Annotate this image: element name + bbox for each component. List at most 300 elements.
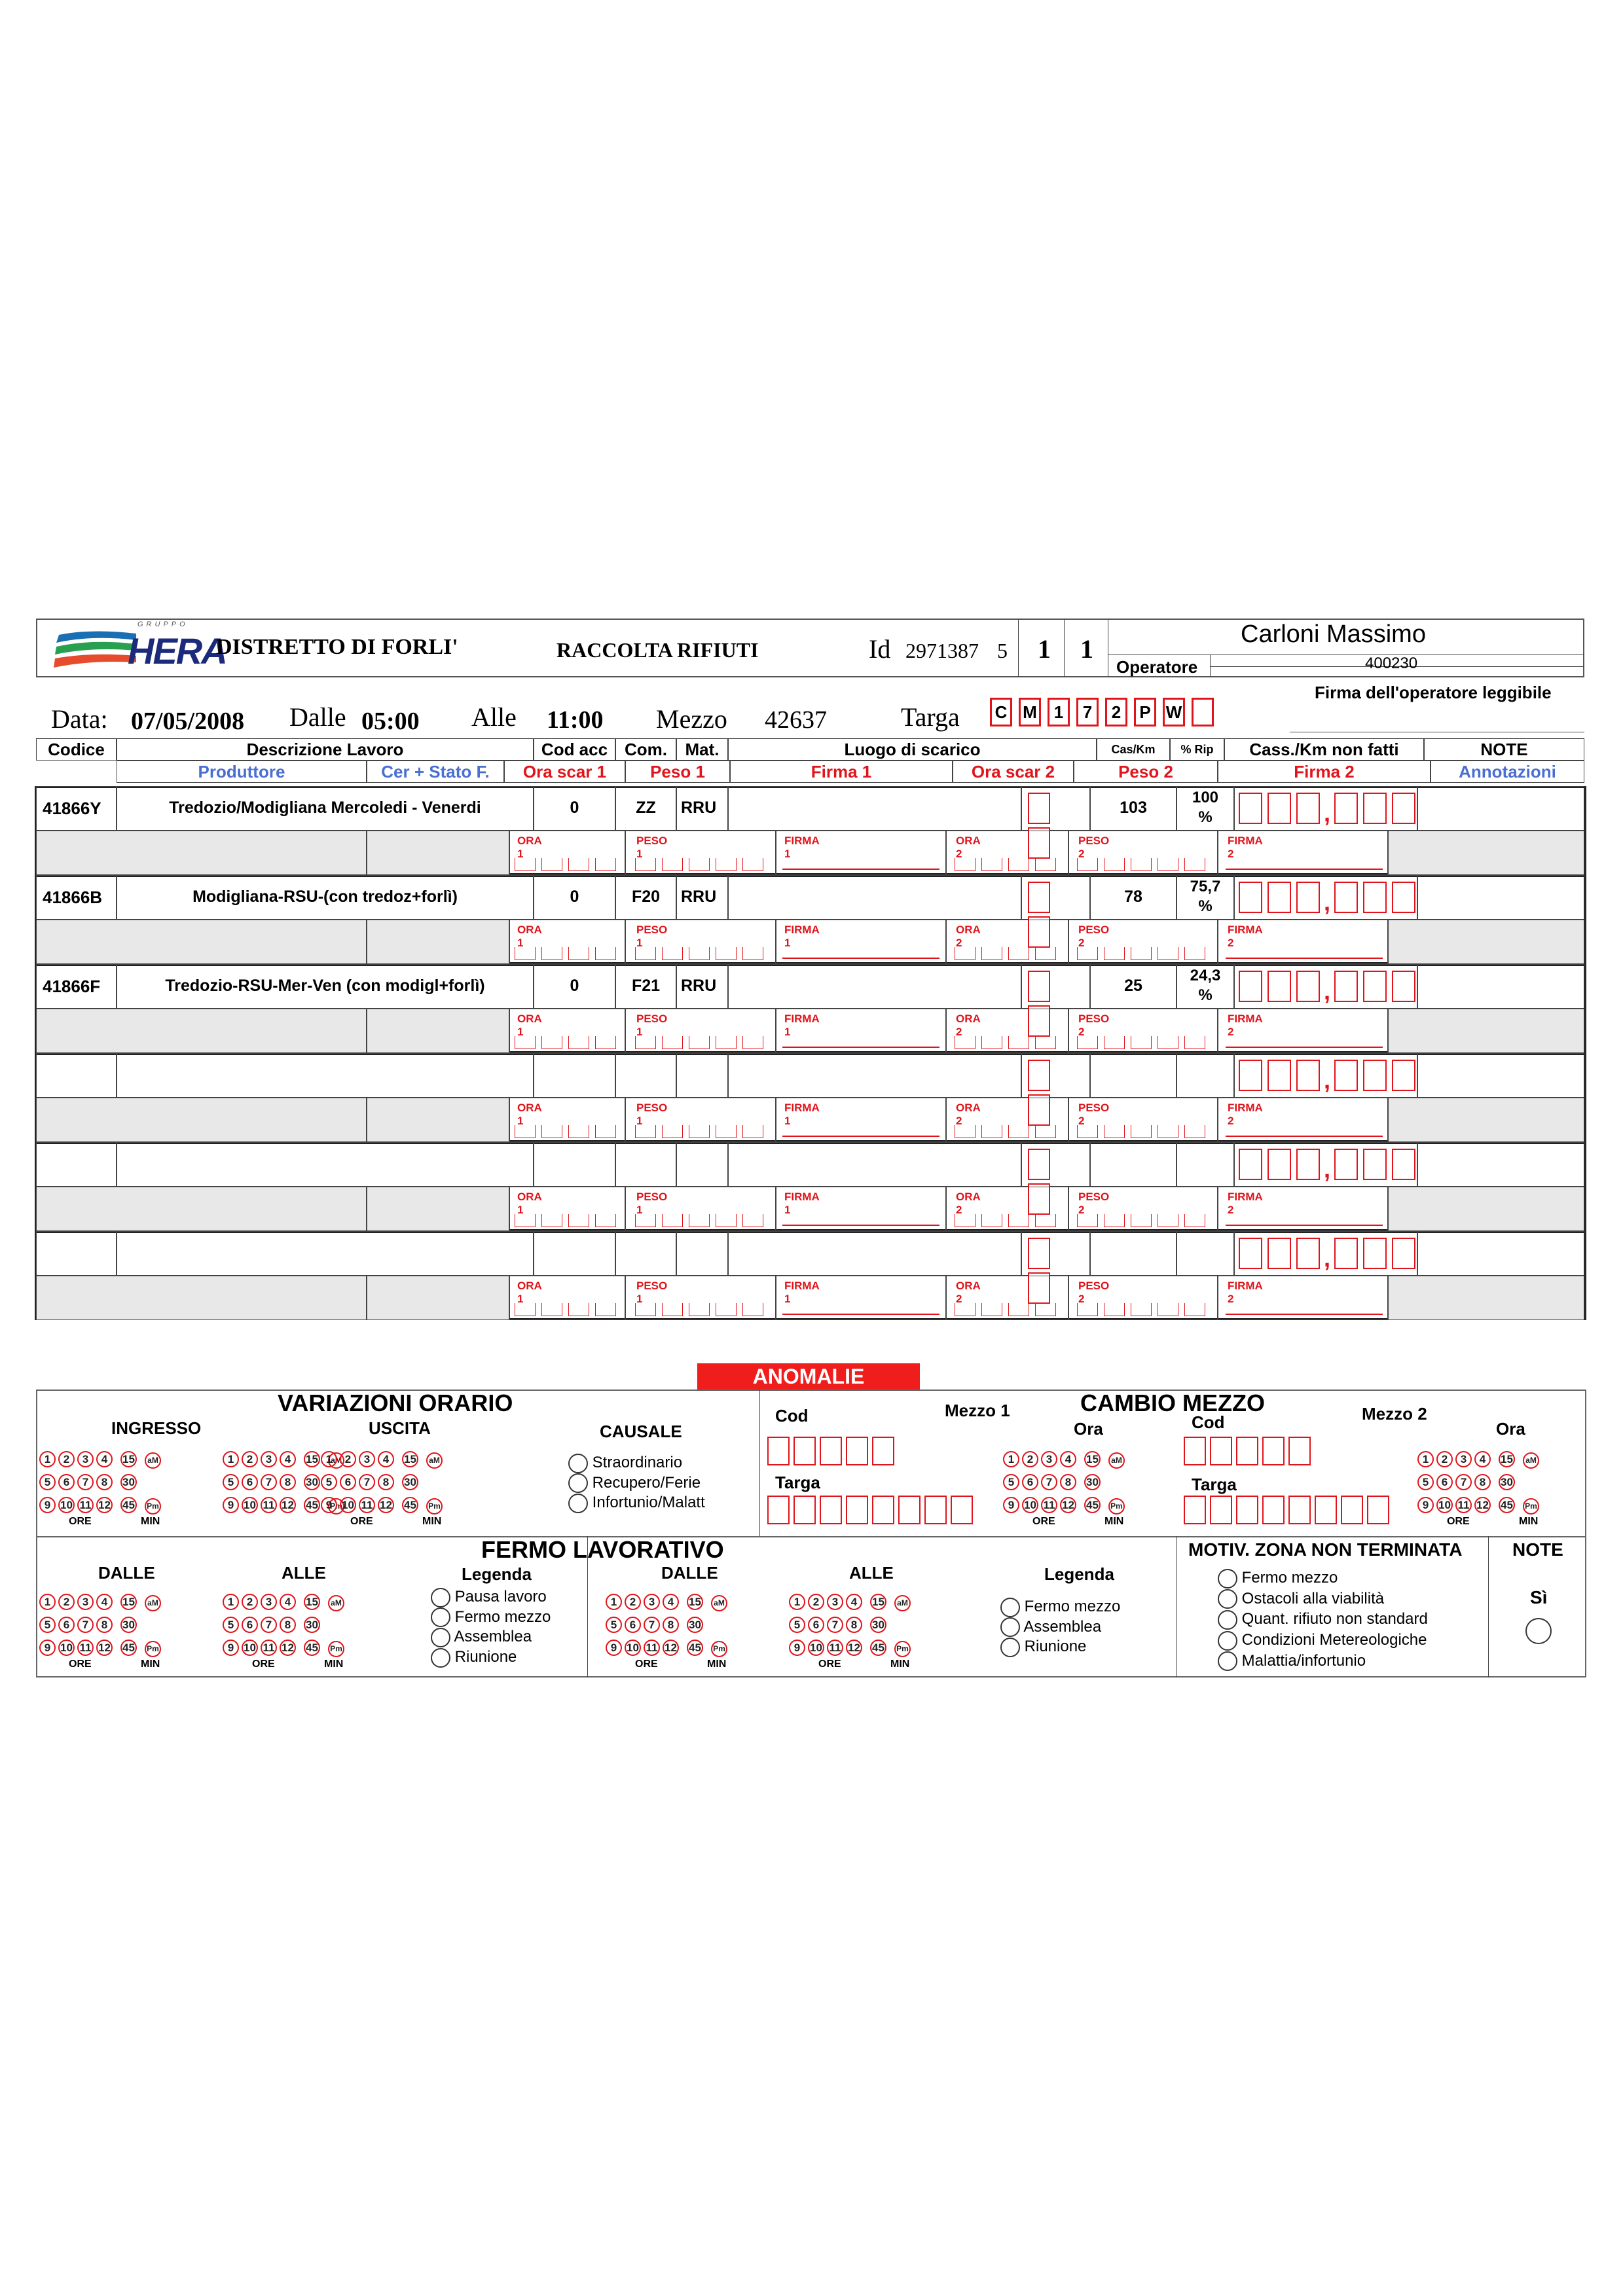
clock-option[interactable]: 30 (120, 1617, 137, 1633)
legenda-option[interactable]: Riunione (431, 1647, 551, 1668)
sub-cell[interactable] (367, 1009, 509, 1053)
row-cell[interactable] (534, 1231, 615, 1276)
clock-option[interactable]: 8 (96, 1474, 113, 1490)
clock-option[interactable]: 3 (827, 1594, 843, 1610)
clock-option[interactable]: 1 (223, 1451, 239, 1467)
sub-cell[interactable] (367, 831, 509, 875)
radio-icon[interactable] (1218, 1631, 1237, 1651)
clock-option[interactable]: 6 (58, 1617, 75, 1633)
clock-option[interactable]: 7 (261, 1474, 277, 1490)
firma2-line[interactable] (1226, 1047, 1383, 1048)
row-cell[interactable] (1176, 1231, 1234, 1276)
row-cell[interactable] (615, 1053, 676, 1098)
clock-option[interactable]: 5 (789, 1617, 805, 1633)
ora1-boxes[interactable] (515, 1125, 622, 1141)
clock-option[interactable]: 5 (223, 1617, 239, 1633)
clock-option[interactable]: aM (1523, 1452, 1539, 1469)
row-cell[interactable] (1417, 1231, 1584, 1276)
ora2-boxes[interactable] (955, 1303, 1062, 1319)
peso2-boxes[interactable] (1077, 947, 1211, 963)
clock-option[interactable]: aM (328, 1595, 344, 1611)
clock-option[interactable]: 4 (846, 1594, 862, 1610)
sub-cell[interactable] (1388, 920, 1584, 964)
clock-option[interactable]: 12 (96, 1497, 113, 1513)
clock-option[interactable]: 10 (1022, 1497, 1038, 1513)
targa-char[interactable]: M (1019, 698, 1041, 726)
clock-option[interactable]: Pm (1523, 1498, 1539, 1515)
row-cell[interactable] (36, 1231, 117, 1276)
clock-option[interactable]: 11 (77, 1640, 94, 1656)
clock-option[interactable]: 6 (625, 1617, 641, 1633)
clock-option[interactable]: 30 (304, 1474, 320, 1490)
clock-option[interactable]: 1 (1003, 1451, 1019, 1467)
clock-option[interactable]: 5 (39, 1474, 56, 1490)
cass-km-boxes[interactable] (1239, 1149, 1415, 1183)
clock-picker[interactable] (39, 1451, 164, 1532)
sub-cell[interactable] (367, 1276, 509, 1320)
clock-picker[interactable] (1417, 1451, 1542, 1532)
clock-option[interactable]: 9 (39, 1640, 56, 1656)
sub-cell[interactable] (36, 1098, 367, 1142)
clock-option[interactable]: 45 (120, 1497, 137, 1513)
clock-option[interactable]: 9 (223, 1497, 239, 1513)
clock-option[interactable]: 3 (1455, 1451, 1472, 1467)
clock-option[interactable]: 3 (644, 1594, 660, 1610)
peso2-boxes[interactable] (1077, 1214, 1211, 1230)
targa-char[interactable]: 7 (1076, 698, 1099, 726)
peso1-boxes[interactable] (635, 1214, 769, 1230)
ora2-boxes[interactable] (955, 1125, 1062, 1141)
row-cell[interactable] (615, 1231, 676, 1276)
clock-option[interactable]: 4 (96, 1594, 113, 1610)
clock-option[interactable]: 9 (789, 1640, 805, 1656)
radio-icon[interactable] (1000, 1617, 1020, 1637)
clock-option[interactable]: 6 (58, 1474, 75, 1490)
targa-char[interactable]: C (990, 698, 1012, 726)
firma1-line[interactable] (782, 869, 939, 870)
clock-option[interactable]: 10 (808, 1640, 824, 1656)
motiv-option[interactable]: Fermo mezzo (1218, 1568, 1428, 1588)
sub-cell[interactable] (36, 1187, 367, 1231)
clock-option[interactable]: 2 (625, 1594, 641, 1610)
peso2-boxes[interactable] (1077, 858, 1211, 874)
clock-option[interactable]: 2 (58, 1451, 75, 1467)
firma2-line[interactable] (1226, 1225, 1383, 1226)
clock-option[interactable]: 3 (359, 1451, 375, 1467)
clock-option[interactable]: 11 (1041, 1497, 1057, 1513)
row-cell[interactable] (728, 1142, 1021, 1187)
row-cell[interactable] (1417, 786, 1584, 831)
clock-option[interactable]: 11 (77, 1497, 94, 1513)
clock-option[interactable]: 12 (280, 1497, 296, 1513)
clock-picker[interactable] (223, 1594, 347, 1674)
clock-option[interactable]: 4 (1060, 1451, 1076, 1467)
clock-option[interactable]: 10 (340, 1497, 356, 1513)
row-cell[interactable] (1090, 1142, 1176, 1187)
row-cell[interactable] (676, 1053, 728, 1098)
ora2-boxes[interactable] (955, 1036, 1062, 1052)
cass-km-boxes[interactable] (1239, 793, 1415, 827)
clock-option[interactable]: 4 (280, 1594, 296, 1610)
clock-option[interactable]: 8 (846, 1617, 862, 1633)
clock-option[interactable]: 11 (359, 1497, 375, 1513)
radio-icon[interactable] (1000, 1638, 1020, 1657)
motiv-option[interactable]: Condizioni Metereologiche (1218, 1630, 1428, 1651)
row-cell[interactable] (534, 1142, 615, 1187)
peso1-boxes[interactable] (635, 1036, 769, 1052)
clock-option[interactable]: 10 (242, 1497, 258, 1513)
clock-option[interactable]: 9 (606, 1640, 622, 1656)
ora1-boxes[interactable] (515, 1303, 622, 1319)
clock-option[interactable]: Pm (1108, 1498, 1125, 1515)
clock-option[interactable]: Pm (145, 1498, 161, 1515)
clock-option[interactable]: 4 (1474, 1451, 1491, 1467)
radio-icon[interactable] (1218, 1610, 1237, 1630)
clock-option[interactable]: 7 (1041, 1474, 1057, 1490)
causale-option[interactable]: Straordinario (568, 1453, 705, 1473)
clock-option[interactable]: 9 (321, 1497, 337, 1513)
clock-option[interactable]: 2 (242, 1451, 258, 1467)
clock-option[interactable]: 2 (808, 1594, 824, 1610)
clock-option[interactable]: 11 (1455, 1497, 1472, 1513)
peso1-boxes[interactable] (635, 858, 769, 874)
cass-km-boxes[interactable] (1239, 1060, 1415, 1094)
legenda-option[interactable]: Pausa lavoro (431, 1587, 551, 1607)
dalle-label-2: DALLE (661, 1563, 718, 1583)
targa-char[interactable]: 1 (1048, 698, 1070, 726)
peso1-boxes[interactable] (635, 1125, 769, 1141)
row-cell[interactable] (1090, 1231, 1176, 1276)
ora1-boxes[interactable] (515, 947, 622, 963)
clock-option[interactable]: 5 (606, 1617, 622, 1633)
row-cell[interactable] (1417, 1142, 1584, 1187)
motiv-option[interactable]: Quant. rifiuto non standard (1218, 1609, 1428, 1630)
ora2-boxes[interactable] (955, 947, 1062, 963)
clock-option[interactable]: Pm (328, 1641, 344, 1657)
row-cell[interactable] (1090, 1053, 1176, 1098)
clock-option[interactable]: 30 (402, 1474, 418, 1490)
row-cell[interactable] (534, 1053, 615, 1098)
clock-option[interactable]: 3 (77, 1451, 94, 1467)
radio-icon[interactable] (568, 1454, 588, 1473)
clock-option[interactable]: Pm (328, 1498, 344, 1515)
clock-option[interactable]: 30 (1084, 1474, 1101, 1490)
clock-option[interactable]: 2 (1022, 1451, 1038, 1467)
radio-icon[interactable] (1218, 1589, 1237, 1609)
clock-option[interactable]: 8 (280, 1474, 296, 1490)
row-cell[interactable] (117, 1053, 534, 1098)
clock-option[interactable]: 3 (261, 1451, 277, 1467)
clock-option[interactable]: 3 (1041, 1451, 1057, 1467)
row-cell[interactable] (728, 875, 1021, 920)
row-cell[interactable] (36, 1142, 117, 1187)
clock-option[interactable]: 45 (402, 1497, 418, 1513)
sub-cell[interactable] (1388, 1276, 1584, 1320)
clock-option[interactable]: 5 (1417, 1474, 1434, 1490)
clock-option[interactable]: 12 (846, 1640, 862, 1656)
sub-cell[interactable] (1388, 1098, 1584, 1142)
clock-option[interactable]: 11 (644, 1640, 660, 1656)
sub-cell[interactable] (36, 1276, 367, 1320)
clock-option[interactable]: 45 (1084, 1497, 1101, 1513)
clock-option[interactable]: 15 (687, 1594, 703, 1610)
targa-char[interactable] (1192, 698, 1214, 726)
causale-option[interactable]: Recupero/Ferie (568, 1473, 705, 1494)
clock-option[interactable]: 30 (304, 1617, 320, 1633)
radio-icon[interactable] (568, 1494, 588, 1513)
motiv-option[interactable]: Malattia/infortunio (1218, 1651, 1428, 1672)
cass-km-boxes[interactable] (1239, 1238, 1415, 1272)
clock-option[interactable]: aM (711, 1595, 727, 1611)
row-cell[interactable] (117, 1231, 534, 1276)
ora1-boxes[interactable] (515, 1214, 622, 1230)
clock-option[interactable]: 8 (663, 1617, 679, 1633)
clock-option[interactable]: 12 (663, 1640, 679, 1656)
motiv-option[interactable]: Ostacoli alla viabilità (1218, 1588, 1428, 1609)
clock-option[interactable]: aM (426, 1452, 443, 1469)
firma2-line[interactable] (1226, 1136, 1383, 1137)
codice-cell: 41866Y (43, 798, 101, 818)
firma1-line[interactable] (782, 958, 939, 959)
clock-option[interactable]: 12 (280, 1640, 296, 1656)
clock-option[interactable]: 4 (378, 1451, 394, 1467)
clock-option[interactable]: 9 (1417, 1497, 1434, 1513)
row-cell[interactable] (676, 1142, 728, 1187)
firma1-line[interactable] (782, 1225, 939, 1226)
clock-option[interactable]: 6 (242, 1617, 258, 1633)
clock-option[interactable]: 30 (1499, 1474, 1515, 1490)
radio-icon[interactable] (431, 1628, 450, 1647)
clock-option[interactable]: 6 (1436, 1474, 1453, 1490)
clock-option[interactable]: 5 (321, 1474, 337, 1490)
row-cell[interactable] (1417, 1053, 1584, 1098)
clock-option[interactable]: 10 (625, 1640, 641, 1656)
row-cell[interactable] (1417, 964, 1584, 1009)
legenda-option[interactable]: Assemblea (431, 1627, 551, 1647)
targa-input-1[interactable] (767, 1496, 977, 1528)
clock-picker[interactable] (1003, 1451, 1127, 1532)
legenda-option[interactable]: Assemblea (1000, 1617, 1120, 1638)
ora1-boxes[interactable] (515, 1036, 622, 1052)
clock-option[interactable]: 1 (321, 1451, 337, 1467)
clock-option[interactable]: 7 (359, 1474, 375, 1490)
sub-cell[interactable] (36, 1009, 367, 1053)
clock-option[interactable]: 6 (808, 1617, 824, 1633)
clock-option[interactable]: 5 (1003, 1474, 1019, 1490)
clock-option[interactable]: 11 (261, 1640, 277, 1656)
clock-option[interactable]: 45 (120, 1640, 137, 1656)
clock-option[interactable]: 30 (687, 1617, 703, 1633)
clock-option[interactable]: Pm (145, 1641, 161, 1657)
firma1-line[interactable] (782, 1314, 939, 1315)
clock-option[interactable]: aM (894, 1595, 911, 1611)
clock-option[interactable]: 11 (261, 1497, 277, 1513)
clock-option[interactable]: 45 (304, 1640, 320, 1656)
clock-option[interactable]: 9 (1003, 1497, 1019, 1513)
clock-option[interactable]: 6 (242, 1474, 258, 1490)
clock-option[interactable]: 8 (1060, 1474, 1076, 1490)
ora1-boxes[interactable] (515, 858, 622, 874)
clock-option[interactable]: 7 (644, 1617, 660, 1633)
clock-picker[interactable] (606, 1594, 730, 1674)
clock-option[interactable]: 15 (304, 1451, 320, 1467)
clock-option[interactable]: 11 (827, 1640, 843, 1656)
clock-option[interactable]: 15 (120, 1451, 137, 1467)
clock-option[interactable]: 1 (39, 1594, 56, 1610)
clock-option[interactable]: 45 (687, 1640, 703, 1656)
clock-option[interactable]: 1 (39, 1451, 56, 1467)
legenda-option[interactable]: Riunione (1000, 1637, 1120, 1657)
clock-option[interactable]: 4 (96, 1451, 113, 1467)
targa-boxes[interactable] (990, 698, 1220, 726)
clock-option[interactable]: 4 (280, 1451, 296, 1467)
clock-option[interactable]: 2 (340, 1451, 356, 1467)
peso2-boxes[interactable] (1077, 1036, 1211, 1052)
clock-option[interactable]: 12 (96, 1640, 113, 1656)
row-cell[interactable] (728, 786, 1021, 831)
clock-option[interactable]: 7 (261, 1617, 277, 1633)
radio-icon[interactable] (431, 1607, 450, 1627)
row-cell[interactable] (676, 1231, 728, 1276)
radio-icon[interactable] (568, 1473, 588, 1493)
clock-option[interactable]: aM (145, 1452, 161, 1469)
clock-option[interactable]: aM (1108, 1452, 1125, 1469)
targa-char[interactable]: W (1163, 698, 1185, 726)
clock-option[interactable]: 12 (1060, 1497, 1076, 1513)
cod-input-1[interactable] (767, 1437, 898, 1469)
clock-option[interactable]: 45 (304, 1497, 320, 1513)
clock-option[interactable]: Pm (894, 1641, 911, 1657)
radio-icon[interactable] (1000, 1598, 1020, 1617)
clock-picker[interactable] (39, 1594, 164, 1674)
clock-option[interactable]: 2 (1436, 1451, 1453, 1467)
clock-option[interactable]: 15 (402, 1451, 418, 1467)
row-cell[interactable] (36, 1053, 117, 1098)
clock-option[interactable]: Pm (426, 1498, 443, 1515)
peso1-boxes[interactable] (635, 1303, 769, 1319)
targa-input-2[interactable] (1184, 1496, 1393, 1528)
firma2-line[interactable] (1226, 1314, 1383, 1315)
firma2-line[interactable] (1226, 869, 1383, 870)
clock-option[interactable]: 15 (120, 1594, 137, 1610)
clock-option[interactable]: Pm (711, 1641, 727, 1657)
clock-option[interactable]: 15 (304, 1594, 320, 1610)
cod-input-2[interactable] (1184, 1437, 1315, 1469)
cass-km-boxes[interactable] (1239, 882, 1415, 916)
sub-cell[interactable] (36, 920, 367, 964)
clock-option[interactable]: 3 (261, 1594, 277, 1610)
clock-option[interactable]: 1 (789, 1594, 805, 1610)
sub-cell[interactable] (36, 831, 367, 875)
row-cell[interactable] (728, 964, 1021, 1009)
sub-cell[interactable] (1388, 831, 1584, 875)
clock-option[interactable]: 30 (120, 1474, 137, 1490)
ora2-boxes[interactable] (955, 1214, 1062, 1230)
clock-option[interactable]: 10 (242, 1640, 258, 1656)
clock-option[interactable]: 1 (606, 1594, 622, 1610)
clock-option[interactable]: 12 (1474, 1497, 1491, 1513)
clock-option[interactable]: 45 (870, 1640, 886, 1656)
clock-option[interactable]: 8 (378, 1474, 394, 1490)
radio-icon[interactable] (431, 1588, 450, 1607)
row-cell[interactable] (615, 1142, 676, 1187)
firma2-line[interactable] (1226, 958, 1383, 959)
clock-option[interactable]: 9 (39, 1497, 56, 1513)
clock-option[interactable]: 7 (1455, 1474, 1472, 1490)
clock-option[interactable]: 1 (1417, 1451, 1434, 1467)
radio-icon[interactable] (431, 1648, 450, 1668)
clock-option[interactable]: 8 (1474, 1474, 1491, 1490)
sub-cell[interactable] (1388, 1009, 1584, 1053)
firma1-line[interactable] (782, 1136, 939, 1137)
row-cell[interactable] (1176, 1142, 1234, 1187)
row-cell[interactable] (117, 1142, 534, 1187)
row-cell[interactable] (1176, 1053, 1234, 1098)
clock-option[interactable]: 6 (1022, 1474, 1038, 1490)
targa-char[interactable]: 2 (1105, 698, 1127, 726)
clock-option[interactable]: 9 (223, 1640, 239, 1656)
peso1-boxes[interactable] (635, 947, 769, 963)
clock-option[interactable]: 3 (77, 1594, 94, 1610)
legenda-option[interactable]: Fermo mezzo (431, 1607, 551, 1628)
clock-option[interactable]: aM (145, 1595, 161, 1611)
radio-icon[interactable] (1218, 1569, 1237, 1588)
clock-option[interactable]: 2 (242, 1594, 258, 1610)
clock-option[interactable]: 10 (58, 1497, 75, 1513)
clock-option[interactable]: 10 (58, 1640, 75, 1656)
peso2-boxes[interactable] (1077, 1125, 1211, 1141)
row-cell[interactable] (728, 1053, 1021, 1098)
clock-option[interactable]: 7 (827, 1617, 843, 1633)
row-cell[interactable] (1417, 875, 1584, 920)
clock-option[interactable]: 15 (1084, 1451, 1101, 1467)
clock-option[interactable]: aM (328, 1452, 344, 1469)
sub-cell[interactable] (367, 920, 509, 964)
clock-picker[interactable] (321, 1451, 445, 1532)
clock-option[interactable]: 10 (1436, 1497, 1453, 1513)
sub-cell[interactable] (367, 1098, 509, 1142)
ora2-boxes[interactable] (955, 858, 1062, 874)
clock-option[interactable]: 5 (39, 1617, 56, 1633)
clock-option[interactable]: 45 (1499, 1497, 1515, 1513)
clock-option[interactable]: 5 (223, 1474, 239, 1490)
targa-char[interactable]: P (1134, 698, 1156, 726)
clock-option[interactable]: 12 (378, 1497, 394, 1513)
clock-option[interactable]: 2 (58, 1594, 75, 1610)
note-si-radio[interactable] (1525, 1618, 1552, 1644)
peso2-boxes[interactable] (1077, 1303, 1211, 1319)
clock-option[interactable]: 8 (280, 1617, 296, 1633)
sub-cell[interactable] (367, 1187, 509, 1231)
clock-option[interactable]: 6 (340, 1474, 356, 1490)
clock-option[interactable]: 15 (1499, 1451, 1515, 1467)
clock-option[interactable]: 7 (77, 1474, 94, 1490)
clock-option[interactable]: 4 (663, 1594, 679, 1610)
sub-cell[interactable] (1388, 1187, 1584, 1231)
clock-option[interactable]: 8 (96, 1617, 113, 1633)
clock-picker[interactable] (789, 1594, 913, 1674)
clock-option[interactable]: 30 (870, 1617, 886, 1633)
cass-km-boxes[interactable] (1239, 971, 1415, 1005)
clock-option[interactable]: 7 (77, 1617, 94, 1633)
legenda-option[interactable]: Fermo mezzo (1000, 1597, 1120, 1617)
firma1-line[interactable] (782, 1047, 939, 1048)
clock-option[interactable]: 1 (223, 1594, 239, 1610)
clock-option[interactable]: 15 (870, 1594, 886, 1610)
radio-icon[interactable] (1218, 1651, 1237, 1671)
causale-option[interactable]: Infortunio/Malatt (568, 1493, 705, 1513)
row-cell[interactable] (728, 1231, 1021, 1276)
